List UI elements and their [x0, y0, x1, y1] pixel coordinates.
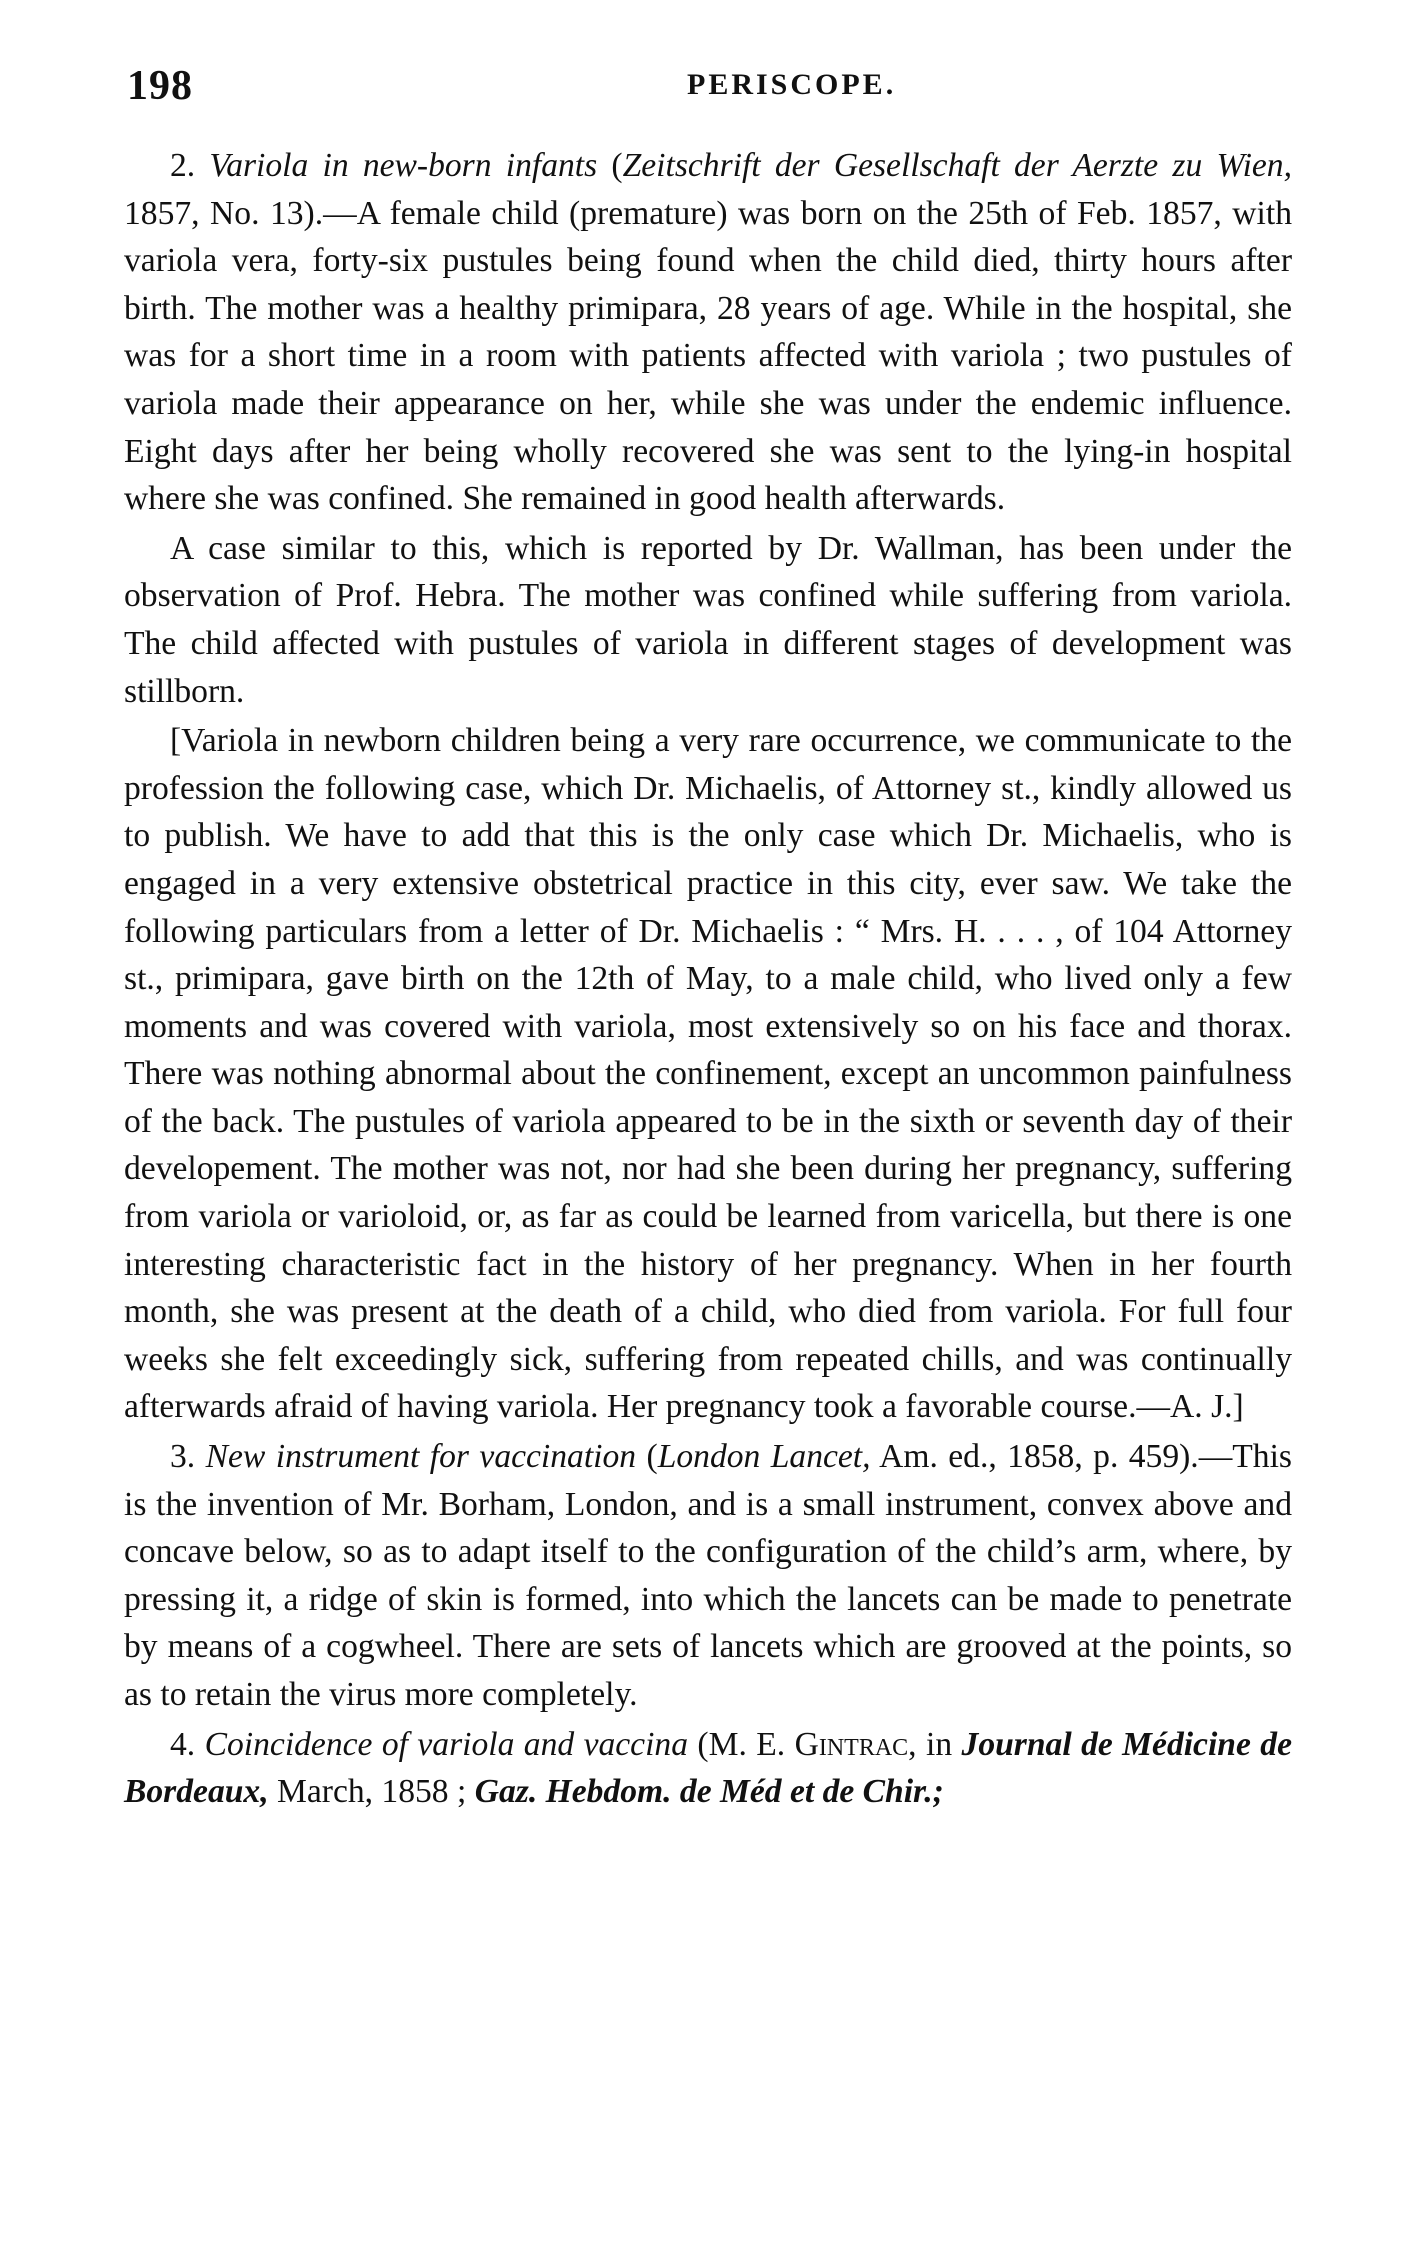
- paragraph-michaelis-case: [Variola in newborn children being a very rare occurrence, we communicate to the profession the following case, which Dr. Michaelis, of Attorney st., kindly allowed us to publish. We have to add that this is the only case which Dr. Michaelis, who is engaged in a very extensive obstetrical practice in this city, ever saw. We take the following particulars from a letter of Dr. Michaelis : “ Mrs. H. . . . , of 104 Attorney st., primipara, gave birth on the 12th of May, to a male child, who lived only a few moments and was covered with variola, most extensively so on his face and thorax. There was nothing abnormal about the confinement, except an uncommon painfulness of the back. The pustules of variola appeared to be in the sixth or seventh day of their developement. The mother was not, nor had she been during her pregnancy, suffering from variola or varioloid, or, as far as could be learned from varicella, but there is one interesting characteristic fact in the history of her pregnancy. When in her fourth month, she was present at the death of a child, who died from variola. For full four weeks she felt exceedingly sick, suffering from repeated chills, and was continually afterwards afraid of having variola. Her pregnancy took a favorable course.—A. J.]: [124, 722, 1292, 1426]
- source-date: March, 1858 ;: [277, 1773, 467, 1811]
- author-name: Gintrac,: [794, 1725, 917, 1763]
- page-number: 198: [127, 63, 193, 109]
- source-journal: Journal de Médicine de Bordeaux,: [124, 1725, 1292, 1811]
- paragraph-text: —This is the invention of Mr. Borham, London, and is a small instrument, convex above and concave below, so as to adapt itself to the configuration of the child’s arm, where, by pressing it, a ridge of skin is formed, into which the lancets can be made to penetrate by means of a cogwheel. There are sets of lancets which are grooved at the points, so as to retain the virus more completely.: [124, 1438, 1292, 1713]
- source-open: (: [611, 147, 623, 184]
- body-text: [124, 142, 1292, 1816]
- source-detail: 1857, No. 13).: [124, 194, 324, 232]
- item-title: Variola in new-born infants: [209, 147, 598, 184]
- paragraph-vaccination-instrument: [124, 1433, 1292, 1719]
- paragraph-variola-vaccina: [124, 1721, 1292, 1816]
- source-open: (M. E.: [697, 1725, 786, 1763]
- source-journal: Zeitschrift der Gesellschaft der Aerzte zu Wien,: [622, 147, 1292, 184]
- item-number: 3.: [170, 1438, 196, 1476]
- source-journal-2: Gaz. Hebdom. de Méd et de Chir.;: [474, 1773, 944, 1811]
- source-in: in: [926, 1725, 953, 1763]
- running-title: PERISCOPE.: [687, 68, 897, 101]
- source-open: (: [646, 1438, 658, 1476]
- source-detail: Am. ed., 1858, p. 459).: [879, 1438, 1199, 1476]
- paragraph-text: —A female child (premature) was born on the 25th of Feb. 1857, with variola vera, forty-six pustules being found when the child died, thirty hours after birth. The mother was a healthy primipara, 28 years of age. While in the hospital, she was for a short time in a room with patients affected with variola ; two pustules of variola made their appearance on her, while she was under the endemic influence. Eight days after her being wholly recovered she was sent to the lying-in hospital where she was confined. She remained in good health afterwards.: [124, 194, 1292, 518]
- item-title: Coincidence of variola and vaccina: [204, 1725, 688, 1763]
- source-journal: London Lancet,: [657, 1438, 871, 1476]
- item-number: 2.: [170, 147, 196, 184]
- paragraph-wallman-case: A case similar to this, which is reported by Dr. Wallman, has been under the observation of Prof. Hebra. The mother was confined while suffering from variola. The child affected with pustules of variola in different stages of development was stillborn.: [124, 529, 1292, 710]
- item-title: New instrument for vaccination: [205, 1438, 637, 1476]
- paragraph-variola-newborn: [124, 142, 1292, 523]
- page-header: [127, 62, 1286, 112]
- item-number: 4.: [170, 1725, 196, 1763]
